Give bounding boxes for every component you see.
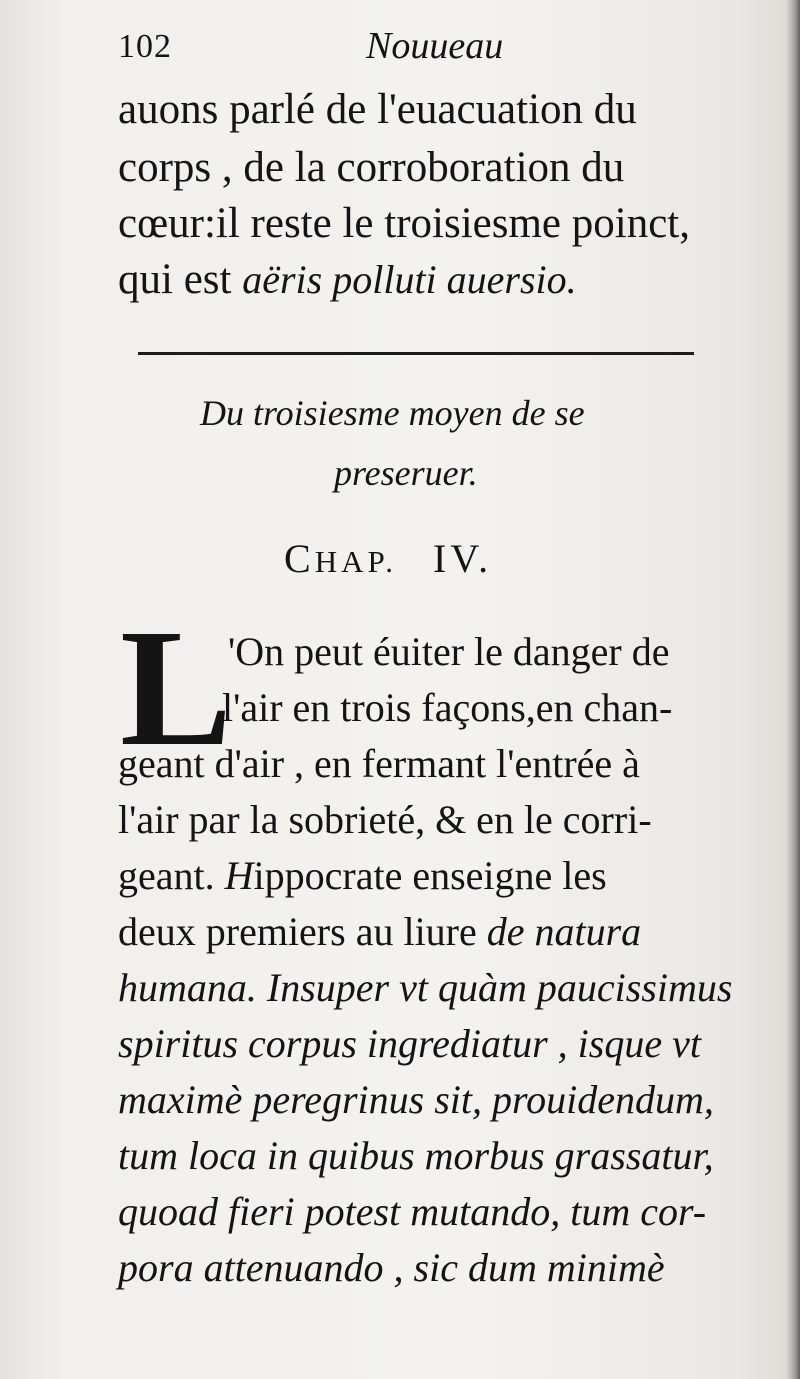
intro-line-1: auons parlé de l'euacuation du [118, 86, 637, 133]
chapter-line-6-latin: de natura [486, 909, 642, 954]
chapter-line-6-text: deux premiers au liure [118, 909, 487, 954]
chapter-line-6 [118, 909, 642, 954]
chapter-heading-cap: C [284, 536, 315, 581]
latin-line-6: pora attenuando , sic dum minimè [118, 1245, 665, 1290]
drop-cap: L [120, 595, 233, 781]
intro-line-4-text: qui est [118, 256, 243, 303]
running-head: Nouueau [366, 25, 504, 67]
section-title-line-2: preseruer. [334, 453, 478, 493]
latin-line-3: maximè peregrinus sit, prouidendum, [118, 1077, 714, 1122]
intro-line-3: cœur:il reste le troisiesme poinct, [118, 200, 690, 247]
chapter-heading-rest: HAP. [314, 544, 398, 579]
chapter-line-2: l'air en trois façons,en chan- [222, 685, 673, 730]
chapter-line-5-text: geant. [118, 853, 225, 898]
chapter-line-5-initial: H [224, 853, 254, 898]
chapter-line-5 [118, 853, 607, 898]
chapter-line-3: geant d'air , en fermant l'entrée à [118, 741, 640, 786]
page-number: 102 [118, 28, 172, 65]
intro-line-4 [118, 258, 577, 301]
section-title-line-1: Du troisiesme moyen de se [200, 393, 585, 433]
intro-line-2: corps , de la corroboration du [118, 144, 625, 191]
latin-line-4: tum loca in quibus morbus grassatur, [118, 1133, 714, 1178]
latin-line-1: humana. Insuper vt quàm paucissimus [118, 965, 733, 1010]
chapter-heading [284, 535, 492, 582]
section-divider [138, 352, 694, 355]
page-edge-shadow [786, 0, 800, 1379]
chapter-line-5-rest: ippocrate enseigne les [253, 853, 607, 898]
intro-line-4-latin: aëris polluti auersio. [242, 257, 577, 302]
chapter-line-1: 'On peut éuiter le danger de [228, 629, 670, 674]
latin-line-5: quoad fieri potest mutando, tum cor- [118, 1189, 707, 1234]
chapter-number: IV. [433, 536, 493, 581]
page-header [118, 22, 718, 72]
latin-line-2: spiritus corpus ingrediatur , isque vt [118, 1021, 701, 1066]
chapter-line-4: l'air par la sobrieté, & en le corri- [118, 797, 652, 842]
